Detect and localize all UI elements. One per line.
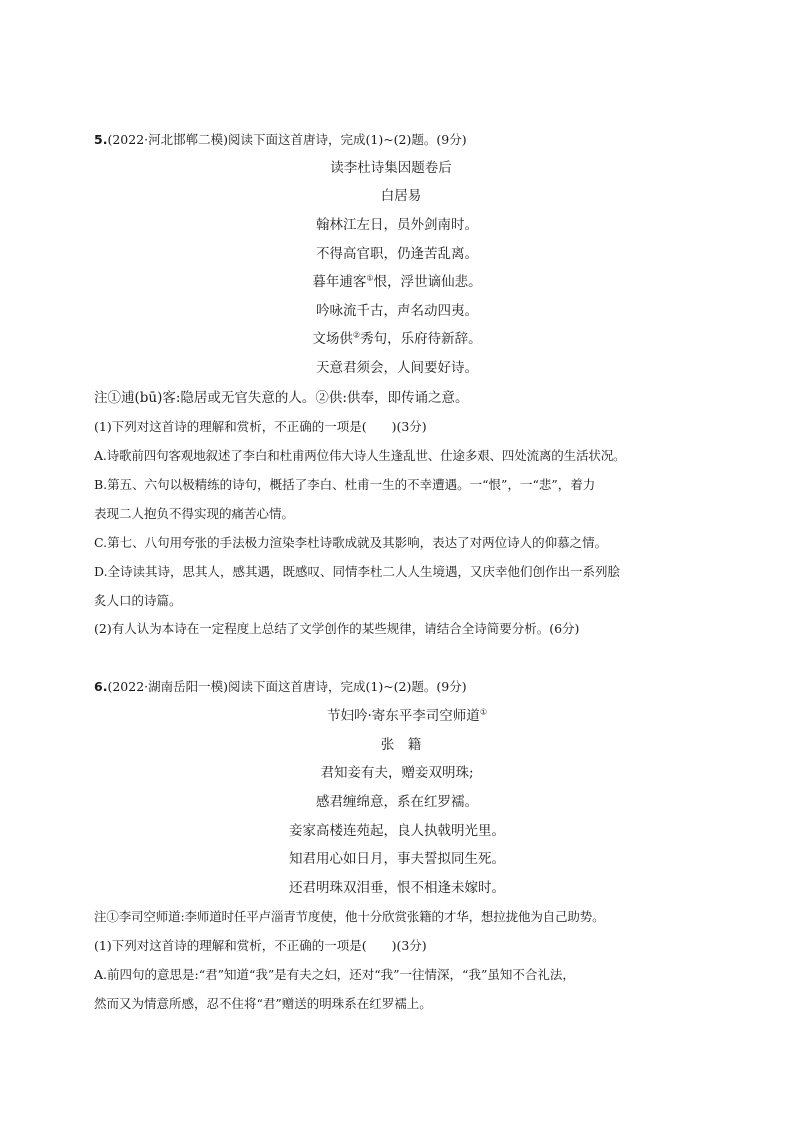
q5-number: 5.: [94, 132, 108, 147]
q5-poem-line-6: 天意君须会，人间要好诗。: [316, 360, 478, 376]
q5-option-c: C.第七、八句用夸张的手法极力渲染李杜诗歌成就及其影响，表达了对两位诗人的仰慕之情。: [94, 535, 608, 550]
q5-poem-line-1: 翰林江左日，员外剑南时。: [316, 217, 478, 233]
q6-poem-line-1: 君知妾有夫，赠妾双明珠;: [320, 765, 474, 781]
q5-poem-line-3-post: 恨，浮世谪仙悲。: [373, 274, 482, 290]
q5-option-b-line-2: 表现二人抱负不得实现的痛苦心情。: [94, 506, 295, 521]
q6-intro: [94, 678, 467, 696]
q6-poem-line-2: 感君缠绵意，系在红罗襦。: [316, 794, 478, 810]
q5-intro: [94, 131, 467, 149]
q6-poem-title-text: 节妇吟·寄东平李司空师道: [327, 708, 480, 724]
q5-option-a: A.诗歌前四句客观地叙述了李白和杜甫两位伟大诗人生逢乱世、仕途多艰、四处流离的生活状况。: [94, 448, 626, 463]
q6-note: 注①李司空师道:李师道时任平卢淄青节度使，他十分欣赏张籍的才华，想拉拢他为自己助势。: [94, 909, 605, 924]
q6-poem-line-5: 还君明珠双泪垂，恨不相逢未嫁时。: [289, 880, 505, 896]
q5-intro-text: (2022·河北邯郸二模)阅读下面这首唐诗，完成(1)~(2)题。(9分): [107, 132, 467, 147]
q5-subquestion-1: (1)下列对这首诗的理解和赏析，不正确的一项是( )(3分): [94, 419, 427, 434]
q6-poem-line-4: 知君用心如日月，事夫誓拟同生死。: [289, 851, 505, 867]
q5-poem-line-5-post: 秀句，乐府待新辞。: [360, 331, 482, 347]
q6-poem-author: 张 籍: [380, 737, 422, 753]
q5-poem-line-3: [0, 273, 794, 291]
q5-poem-line-3-pre: 暮年逋客: [312, 274, 367, 290]
q5-poem-line-5-pre: 文场供: [312, 331, 353, 347]
footnote-marker-2: ②: [352, 330, 361, 340]
q6-poem-line-3: 妾家高楼连苑起，良人执戟明光里。: [289, 823, 505, 839]
q5-option-d-line-1: D.全诗读其诗，思其人，感其遇，既感叹、同情李杜二人人生境遇，又庆幸他们创作出一系列脍: [94, 564, 621, 579]
q5-poem-title: 读李杜诗集因题卷后: [330, 160, 452, 176]
q5-subquestion-2: (2)有人认为本诗在一定程度上总结了文学创作的某些规律，请结合全诗简要分析。(6分): [94, 621, 580, 636]
q5-poem-author: 白居易: [380, 188, 422, 204]
q5-option-d-line-2: 炙人口的诗篇。: [94, 593, 182, 608]
q6-subquestion-1: (1)下列对这首诗的理解和赏析，不正确的一项是( )(3分): [94, 938, 427, 953]
q6-option-a-line-1: A.前四句的意思是:“君”知道“我”是有夫之妇，还对“我”一往情深，“我”虽知不合礼法，: [94, 967, 575, 982]
q5-poem-line-5: [0, 330, 794, 348]
q5-poem-line-2: 不得高官职，仍逢苦乱离。: [316, 246, 478, 262]
q6-poem-title: [10, 707, 794, 725]
q6-option-a-line-2: 然而又为情意所感，忍不住将“君”赠送的明珠系在红罗襦上。: [94, 996, 432, 1011]
q5-option-b-line-1: B.第五、六句以极精练的诗句，概括了李白、杜甫一生的不幸遭遇。一“恨”，一“悲”，着力: [94, 477, 596, 492]
footnote-marker-1: ①: [479, 707, 487, 717]
q6-intro-text: (2022·湖南岳阳一模)阅读下面这首唐诗，完成(1)~(2)题。(9分): [107, 679, 467, 694]
q5-note: 注①逋(bū)客:隐居或无官失意的人。②供:供奉，即传诵之意。: [94, 390, 469, 406]
q5-poem-line-4: 吟咏流千古，声名动四夷。: [316, 303, 478, 319]
q6-number: 6.: [94, 679, 108, 694]
footnote-marker-1: ①: [366, 273, 374, 283]
